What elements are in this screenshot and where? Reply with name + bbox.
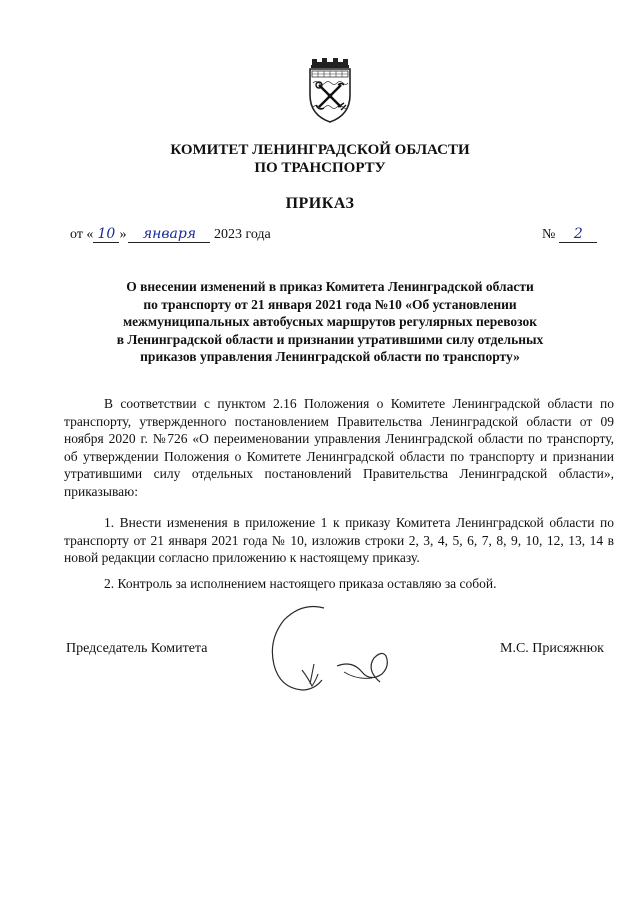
body-paragraph-1: В соответствии с пунктом 2.16 Положения о Комитете Ленинградской области по транспорту, утвержденного постановлением Правительства Ленинградской области от 09 ноября 2020 г. №726 «О переименовании управления Ленинградской области по транспорту, об утверждении Положения о Комитете Ленинградской области по транспорту и признании утратившими силу отдельных постановлений Правительства Ленинградской области», приказываю: (64, 396, 614, 499)
date-prefix: от « (70, 227, 94, 242)
title-line5: приказов управления Ленинградской области по транспорту» (140, 349, 520, 364)
document-type: ПРИКАЗ (285, 195, 355, 212)
title-line3: межмуниципальных автобусных маршрутов регулярных перевозок (122, 314, 538, 329)
date-year: 2023 года (210, 227, 271, 242)
date-month-handwritten: января (128, 226, 210, 243)
signatory-role: Председатель Комитета (66, 641, 208, 656)
title-line4: в Ленинградской области и признании утратившими силу отдельных (116, 331, 544, 347)
number-prefix: № (542, 227, 556, 242)
coat-of-arms-icon (302, 55, 358, 125)
number-value-handwritten: 2 (559, 226, 597, 243)
body-paragraph-2: 1. Внести изменения в приложение 1 к приказу Комитета Ленинградской области по транспорту от 21 января 2021 года № 10, изложив строки 2, 3, 4, 5, 6, 7, 8, 9, 10, 12, 13, 14 в новой редакции согласно приложению к настоящему приказу. (64, 515, 614, 566)
date-mid: » (119, 227, 127, 242)
title-line2: по транспорту от 21 января 2021 года №10 «Об установлении (143, 296, 517, 312)
organization-name-line1: КОМИТЕТ ЛЕНИНГРАДСКОЙ ОБЛАСТИ (170, 142, 470, 158)
handwritten-signature-icon (262, 600, 402, 700)
organization-name-line2: ПО ТРАНСПОРТУ (254, 160, 386, 176)
date-day-handwritten: 10 (93, 226, 119, 243)
document-title (60, 278, 600, 366)
signatory-name: М.С. Присяжнюк (500, 641, 604, 656)
body-paragraph-3: 2. Контроль за исполнением настоящего приказа оставляю за собой. (104, 576, 497, 591)
document-number (542, 226, 597, 243)
title-line1: О внесении изменений в приказ Комитета Ленинградской области (126, 279, 534, 294)
organization-name (0, 141, 640, 177)
document-date (70, 226, 271, 243)
